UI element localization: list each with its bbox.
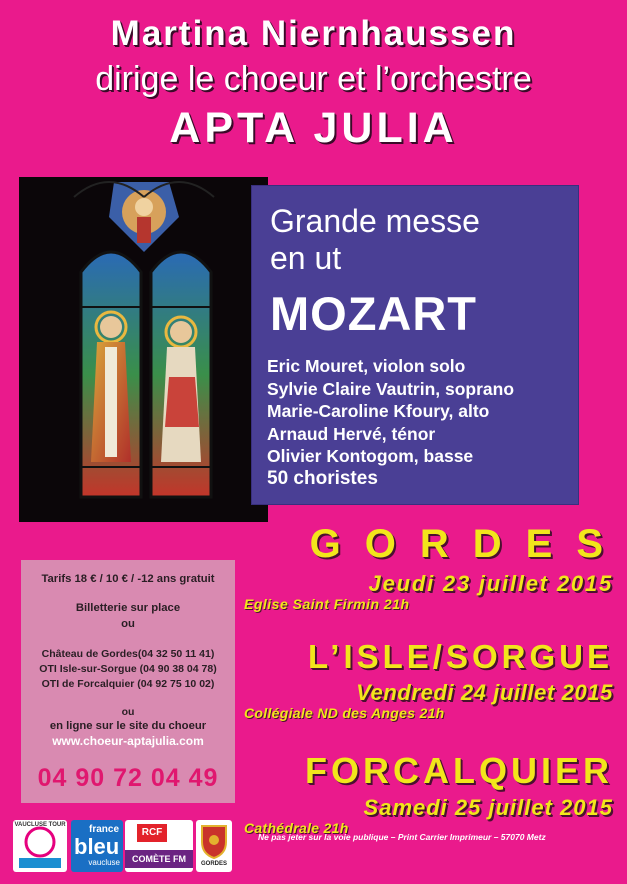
ticket-prices: Tarifs 18 € / 10 € / -12 ans gratuit (41, 573, 215, 585)
gordes-crest-logo: GORDES (196, 820, 232, 872)
website-link[interactable]: www.choeur-aptajulia.com (52, 734, 204, 748)
concert-city: L’ISLE/SORGUE (307, 638, 613, 675)
performers-list (267, 355, 514, 490)
conductor-name: Martina Niernhaussen (110, 14, 517, 53)
online-label: en ligne sur le site du choeur (49, 720, 207, 732)
ticket-info-panel (21, 560, 235, 803)
stained-glass-image (19, 177, 268, 522)
rcf-comete-logo: RCF COMÈTE FM (125, 820, 193, 872)
phone-number: 04 90 72 04 49 (37, 764, 219, 792)
vaucluse-tour-text: VAUCLUSE TOUR (14, 822, 66, 828)
work-title-line1: Grande messe (270, 203, 480, 239)
box-office-label: Billetterie sur place (75, 602, 181, 614)
performer: Eric Mouret, violon solo (267, 356, 466, 376)
shield-icon (196, 820, 232, 860)
vaucluse-tour-logo (13, 820, 67, 872)
outlet-gordes: Château de Gordes(04 32 50 11 41) (41, 648, 215, 660)
concert-date: Vendredi 24 juillet 2015 (356, 680, 613, 705)
concert-date: Jeudi 23 juillet 2015 (368, 571, 613, 596)
concert-venue: Collégiale ND des Anges 21h (244, 705, 445, 721)
work-info-box (252, 186, 578, 504)
performer: Marie-Caroline Kfoury, alto (267, 401, 490, 421)
concert-date: Samedi 25 juillet 2015 (363, 795, 613, 820)
ensemble-name: APTA JULIA (169, 104, 458, 152)
outlet-isle-sur-sorgue: OTI Isle-sur-Sorgue (04 90 38 04 78) (39, 663, 217, 675)
performer: Sylvie Claire Vautrin, soprano (267, 378, 515, 399)
stained-glass-illustration (19, 177, 268, 522)
concert-city: FORCALQUIER (305, 750, 613, 791)
composer-name: MOZART (270, 287, 478, 340)
work-title-line2: en ut (270, 240, 342, 276)
or-separator: ou (121, 706, 135, 718)
concert-venue: Cathédrale 21h (244, 820, 349, 836)
conductor-role: dirige le choeur et l’orchestre (95, 60, 532, 98)
france-bleu-logo: france bleu vaucluse (71, 820, 123, 872)
printer-footer: Ne pas jeter sur la voie publique – Print Carrier Imprimeur – 57070 Metz (258, 832, 546, 842)
performer: Arnaud Hervé, ténor (267, 423, 436, 444)
or-separator: ou (121, 618, 135, 630)
choir-count: 50 choristes (267, 467, 378, 489)
outlet-forcalquier: OTI de Forcalquier (04 92 75 10 02) (41, 678, 215, 690)
concert-venue: Eglise Saint Firmin 21h (244, 596, 410, 612)
performer: Olivier Kontogom, basse (267, 446, 474, 466)
concert-city: GORDES (309, 522, 627, 566)
